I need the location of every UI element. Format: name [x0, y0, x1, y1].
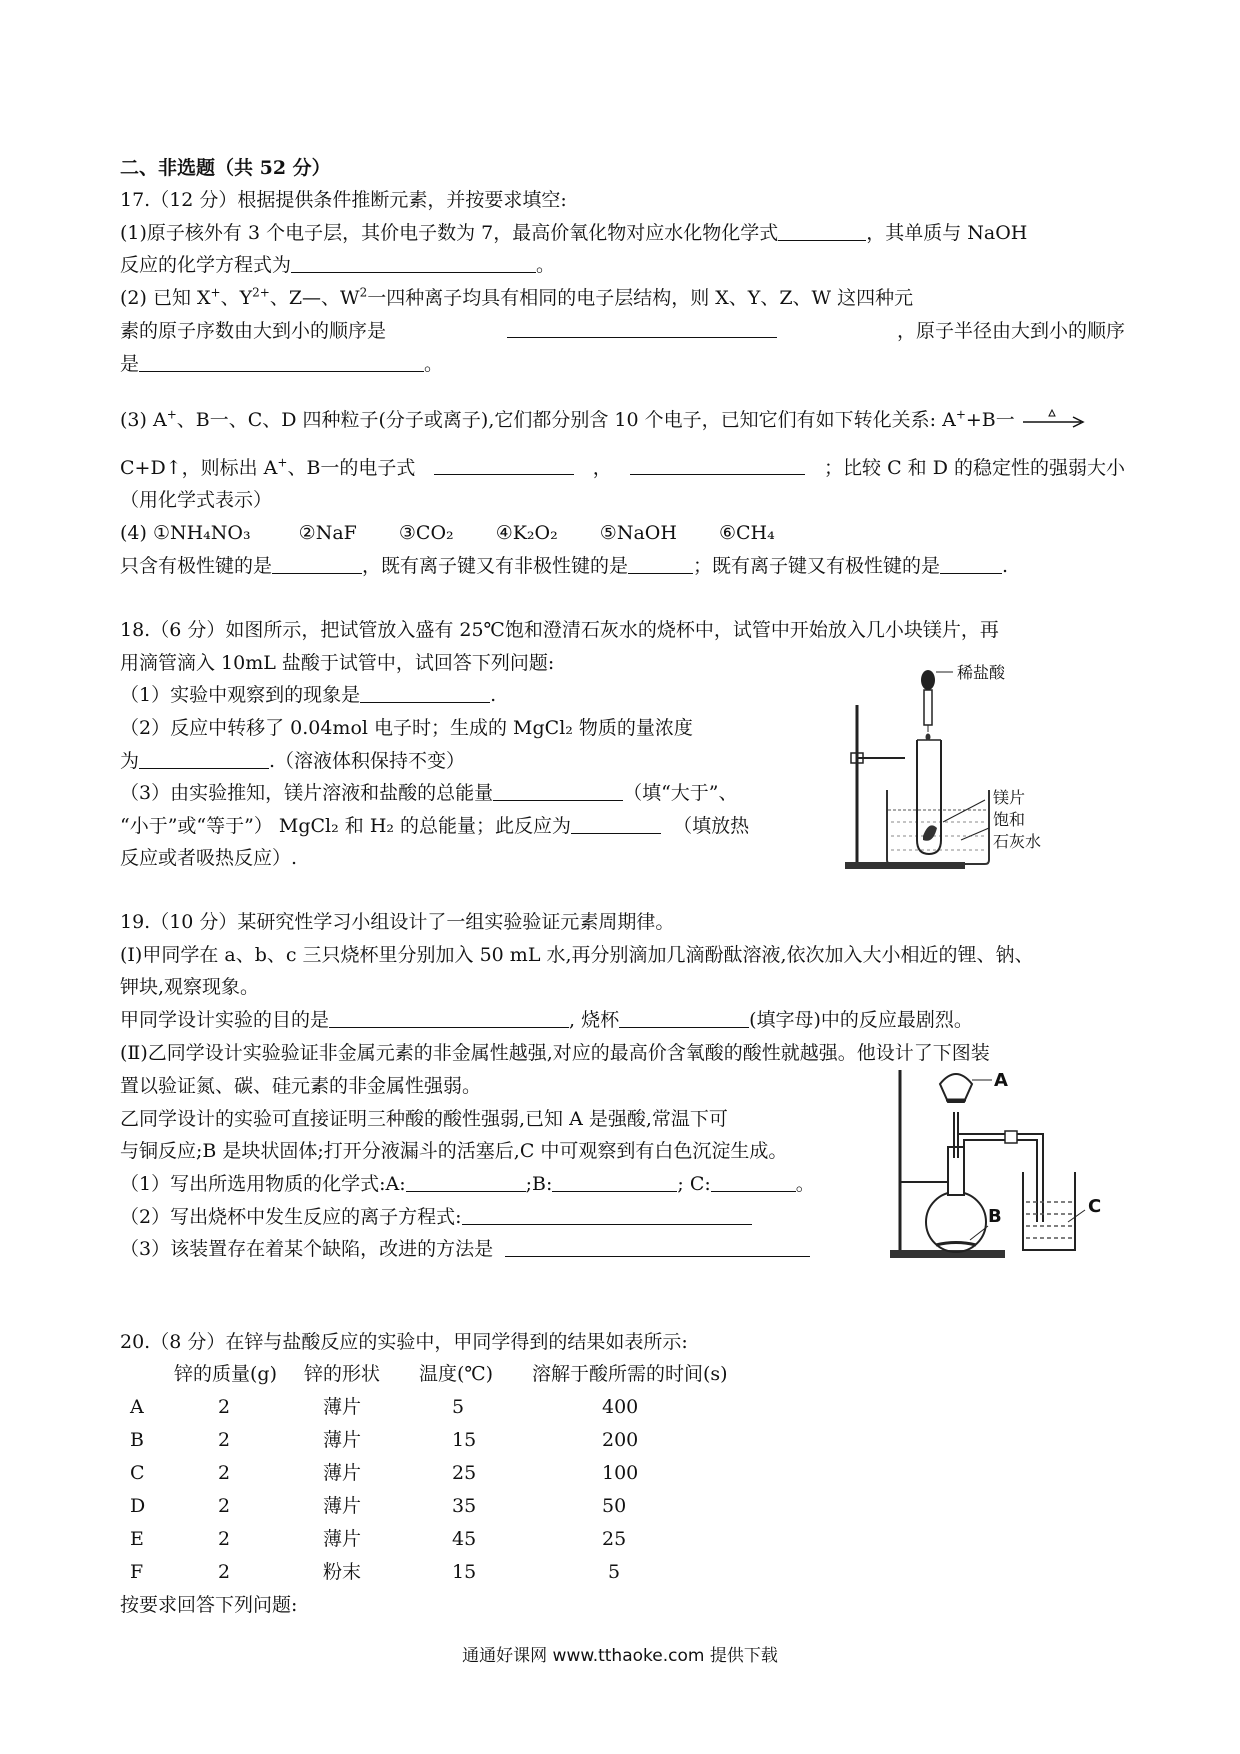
answer-blank [272, 555, 362, 574]
q17-part1-line1: (1)原子核外有 3 个电子层，其价电子数为 7，最高价氧化物对应水化物化学式 ，其单质与 NaOH [120, 222, 1028, 244]
q20-intro: 20.（8 分）在锌与盐酸反应的实验中，甲同学得到的结果如表所示: [120, 1331, 688, 1353]
q19-sub1: （1）写出所选用物质的化学式:A: ;B: ; C: 。 [120, 1173, 815, 1195]
label-saturated: 饱和 [993, 810, 1026, 829]
table-cell: 25 [602, 1528, 627, 1550]
q17-part2-line2: 素的原子序数由大到小的顺序是 ，原子半径由大到小的顺序 [120, 320, 1125, 342]
answer-blank [552, 1173, 677, 1192]
q18-sub2-line2: 为 .（溶液体积保持不变） [120, 750, 466, 772]
table-cell: D [130, 1495, 146, 1517]
q17-part2-line3: 是 。 [120, 353, 444, 375]
q17-part3-line3: （用化学式表示） [120, 489, 273, 511]
q18-sub1: （1）实验中观察到的现象是 . [120, 684, 497, 706]
heating-arrow [1021, 407, 1087, 429]
table-cell: E [130, 1528, 144, 1550]
answer-blank [462, 1206, 752, 1225]
q17-part3-line1: (3) A+、B一、C、D 四种粒子(分子或离子),它们都分别含 10 个电子，已知它们有如下转化关系: A++B一 [120, 407, 1087, 432]
table-cell: 45 [452, 1528, 477, 1550]
table-cell: 200 [602, 1429, 639, 1451]
q19-part2-line3: 乙同学设计的实验可直接证明三种酸的酸性强弱,已知 A 是强酸,常温下可 [120, 1108, 728, 1130]
answer-blank [406, 1173, 526, 1192]
table-cell: A [130, 1396, 144, 1418]
table-cell: 100 [602, 1462, 639, 1484]
section-title: 二、非选题（共 52 分） [120, 157, 331, 179]
table-cell: B [130, 1429, 144, 1451]
table-header: 溶解于酸所需的时间(s) [532, 1363, 728, 1385]
table-cell: 2 [218, 1495, 231, 1517]
q20-outro: 按要求回答下列问题: [120, 1594, 298, 1616]
table-cell: 15 [452, 1429, 477, 1451]
answer-blank [139, 353, 424, 372]
table-cell: 薄片 [323, 1396, 362, 1418]
answer-blank [940, 555, 1002, 574]
q18-sub3-line2: “小于”或“等于”） MgCl₂ 和 H₂ 的总能量；此反应为 （填放热 [120, 815, 750, 837]
answer-blank [505, 1238, 810, 1257]
answer-blank [630, 456, 805, 475]
q19-part2-line4: 与铜反应;B 是块状固体;打开分液漏斗的活塞后,C 中可观察到有白色沉淀生成。 [120, 1140, 788, 1162]
answer-blank [434, 456, 574, 475]
q19-part2-line2: 置以验证氮、碳、硅元素的非金属性强弱。 [120, 1075, 482, 1097]
q18-sub2-line1: （2）反应中转移了 0.04mol 电子时；生成的 MgCl₂ 物质的量浓度 [120, 717, 693, 739]
q19-sub2: （2）写出烧杯中发生反应的离子方程式: [120, 1205, 752, 1229]
table-cell: 粉末 [323, 1561, 362, 1583]
q19-part1-line2: 钾块,观察现象。 [120, 976, 260, 998]
page-footer: 通通好课网 www.tthaoke.com 提供下载 [462, 1646, 778, 1666]
table-header: 锌的形状 [304, 1363, 381, 1385]
label-A: A [994, 1070, 1008, 1091]
q19-intro: 19.（10 分）某研究性学习小组设计了一组实验验证元素周期律。 [120, 911, 675, 933]
answer-blank [711, 1173, 796, 1192]
q17-part4-questions: 只含有极性键的是 ，既有离子键又有非极性键的是 ；既有离子键又有极性键的是 . [120, 555, 1009, 577]
label-dilute-hcl: 稀盐酸 [957, 663, 1006, 682]
table-cell: 5 [608, 1561, 621, 1583]
table-cell: 2 [218, 1429, 231, 1451]
answer-blank [571, 815, 661, 834]
answer-blank [360, 684, 490, 703]
answer-blank [507, 319, 777, 338]
q19-part2-line1: (Ⅱ)乙同学设计实验验证非金属元素的非金属性越强,对应的最高价含氧酸的酸性就越强。他设计了下图装 [120, 1042, 990, 1064]
q19-sub3: （3）该装置存在着某个缺陷，改进的方法是 [120, 1237, 810, 1261]
q19-part1-line3: 甲同学设计实验的目的是 , 烧杯 (填字母)中的反应最剧烈。 [120, 1009, 973, 1031]
answer-blank [329, 1009, 569, 1028]
table-cell: 25 [452, 1462, 477, 1484]
answer-blank [493, 782, 623, 801]
q17-part3-line2: C+D↑，则标出 A+、B一的电子式 ， ；比较 C 和 D 的稳定性的强弱大小 [120, 455, 1125, 479]
q19-apparatus-figure [880, 1062, 1125, 1262]
answer-blank [291, 254, 536, 273]
q17-part2-line1: (2) 已知 X+、$Y^{2+}$、Z—、$W^2$一四种离子均具有相同的电子层结构，则 X、Y、Z、W 这四种元 [120, 285, 914, 309]
table-cell: 2 [218, 1528, 231, 1550]
q18-apparatus-figure [835, 650, 1065, 875]
q17-intro: 17.（12 分）根据提供条件推断元素，并按要求填空: [120, 189, 567, 211]
table-cell: 15 [452, 1561, 477, 1583]
q19-part1-line1: (Ⅰ)甲同学在 a、b、c 三只烧杯里分别加入 50 mL 水,再分别滴加几滴酚酞溶液,依次加入大小相近的锂、钠、 [120, 944, 1034, 966]
q18-sub3-line3: 反应或者吸热反应）. [120, 847, 298, 869]
table-cell: 2 [218, 1462, 231, 1484]
table-header: 温度(℃) [419, 1363, 494, 1385]
table-cell: 35 [452, 1495, 477, 1517]
table-cell: F [130, 1561, 144, 1583]
q17-part4-items: (4) ①NH₄NO₃ ②NaF ③CO₂ ④K₂O₂ ⑤NaOH ⑥CH₄ [120, 522, 775, 544]
label-C: C [1088, 1196, 1102, 1217]
table-cell: 400 [602, 1396, 639, 1418]
label-B: B [988, 1206, 1002, 1227]
table-cell: 2 [218, 1561, 231, 1583]
q18-sub3-line1: （3）由实验推知，镁片溶液和盐酸的总能量 （填“大于”、 [120, 782, 738, 804]
table-cell: 50 [602, 1495, 627, 1517]
table-cell: 2 [218, 1396, 231, 1418]
table-cell: C [130, 1462, 145, 1484]
label-magnesium-strip: 镁片 [993, 788, 1026, 807]
answer-blank [628, 555, 693, 574]
q18-intro-line1: 18.（6 分）如图所示，把试管放入盛有 25℃饱和澄清石灰水的烧杯中，试管中开始放入几小块镁片，再 [120, 619, 999, 641]
q17-part1-line2: 反应的化学方程式为 。 [120, 254, 556, 276]
answer-blank [139, 750, 269, 769]
table-cell: 薄片 [323, 1429, 362, 1451]
table-cell: 薄片 [323, 1528, 362, 1550]
answer-blank [619, 1009, 749, 1028]
table-cell: 5 [452, 1396, 465, 1418]
table-cell: 薄片 [323, 1495, 362, 1517]
answer-blank [778, 222, 866, 241]
table-cell: 薄片 [323, 1462, 362, 1484]
label-limewater: 石灰水 [993, 832, 1042, 851]
table-header: 锌的质量(g) [174, 1363, 277, 1385]
q18-intro-line2: 用滴管滴入 10mL 盐酸于试管中，试回答下列问题: [120, 652, 555, 674]
